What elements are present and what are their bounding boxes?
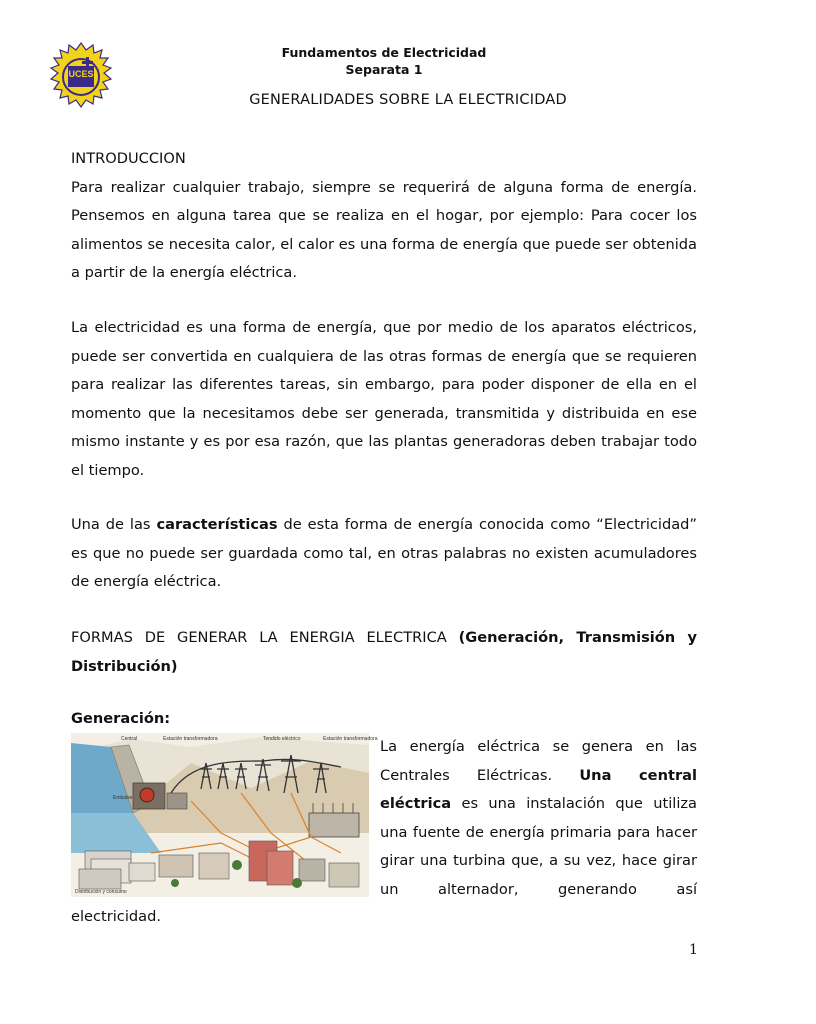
p3-bold-characteristics: características [156, 516, 278, 533]
generation-text-bold: Una central eléctrica [380, 766, 697, 812]
intro-section [71, 145, 697, 288]
intro-heading: INTRODUCCION [71, 150, 186, 167]
page-title: GENERALIDADES SOBRE LA ELECTRICIDAD [249, 92, 567, 108]
fig-label-estacion-2: Estación transformadora [323, 736, 378, 742]
fig-label-estacion-1: Estación transformadora [163, 736, 218, 742]
intro-paragraph-2: La electricidad es una forma de energía, que por medio de los aparatos eléctricos, puede ser convertida en cualquiera de las otras formas de energía que se requieren para realizar las diferentes tareas, sin embargo, para poder disponer de ella en el momento que la necesitamos debe ser generada, transmitida y distribuida en ese mismo instante y es por esa razón, que las plantas generadoras deben trabajar todo el tiempo. [71, 319, 697, 479]
forms-heading-plain: FORMAS DE GENERAR LA ENERGIA ELECTRICA [71, 629, 459, 646]
fig-label-distribucion: Distribución y consumo [75, 889, 127, 895]
logo-text: UCES [68, 69, 94, 79]
generation-illustration [71, 733, 378, 897]
generation-text [380, 733, 697, 904]
generation-tail: electricidad. [71, 908, 161, 925]
forms-heading-bold: (Generación, Transmisión y Distribución) [71, 629, 697, 675]
fig-label-central: Central [121, 736, 138, 742]
intro-paragraph-3-block [71, 511, 697, 597]
generation-heading: Generación: [71, 710, 171, 727]
forms-heading [71, 624, 697, 681]
intro-paragraph-2-block [71, 314, 697, 485]
fig-label-embalse: Embalse [113, 795, 133, 801]
p3-text-after: de esta forma de energía conocida como “Electricidad” es que no puede ser guardada como tal, en otras palabras no existen acumuladores de energía eléctrica. [71, 516, 697, 590]
forms-heading-block [71, 624, 697, 681]
generation-text-1: La energía eléctrica se genera en las Centrales Eléctricas. [380, 738, 697, 784]
intro-paragraph-3 [71, 511, 697, 597]
p3-text-before: Una de las [71, 516, 157, 533]
generation-text-2: es una instalación que utiliza una fuente de energía primaria para hacer girar una turbina que, a su vez, hace girar un alternador, generando así [380, 795, 697, 898]
header-course: Fundamentos de Electricidad [281, 45, 487, 60]
page-number: 1 [689, 942, 698, 958]
fig-label-tendido: Tendido eléctrico [263, 736, 301, 742]
header-separata: Separata 1 [345, 62, 423, 77]
intro-paragraph-1: Para realizar cualquier trabajo, siempre se requerirá de alguna forma de energía. Pensemos en alguna tarea que se realiza en el hogar, por ejemplo: Para cocer los alimentos se necesita calor, el calor es una forma de energía que puede ser obtenida a partir de la energía eléctrica. [71, 178, 697, 281]
